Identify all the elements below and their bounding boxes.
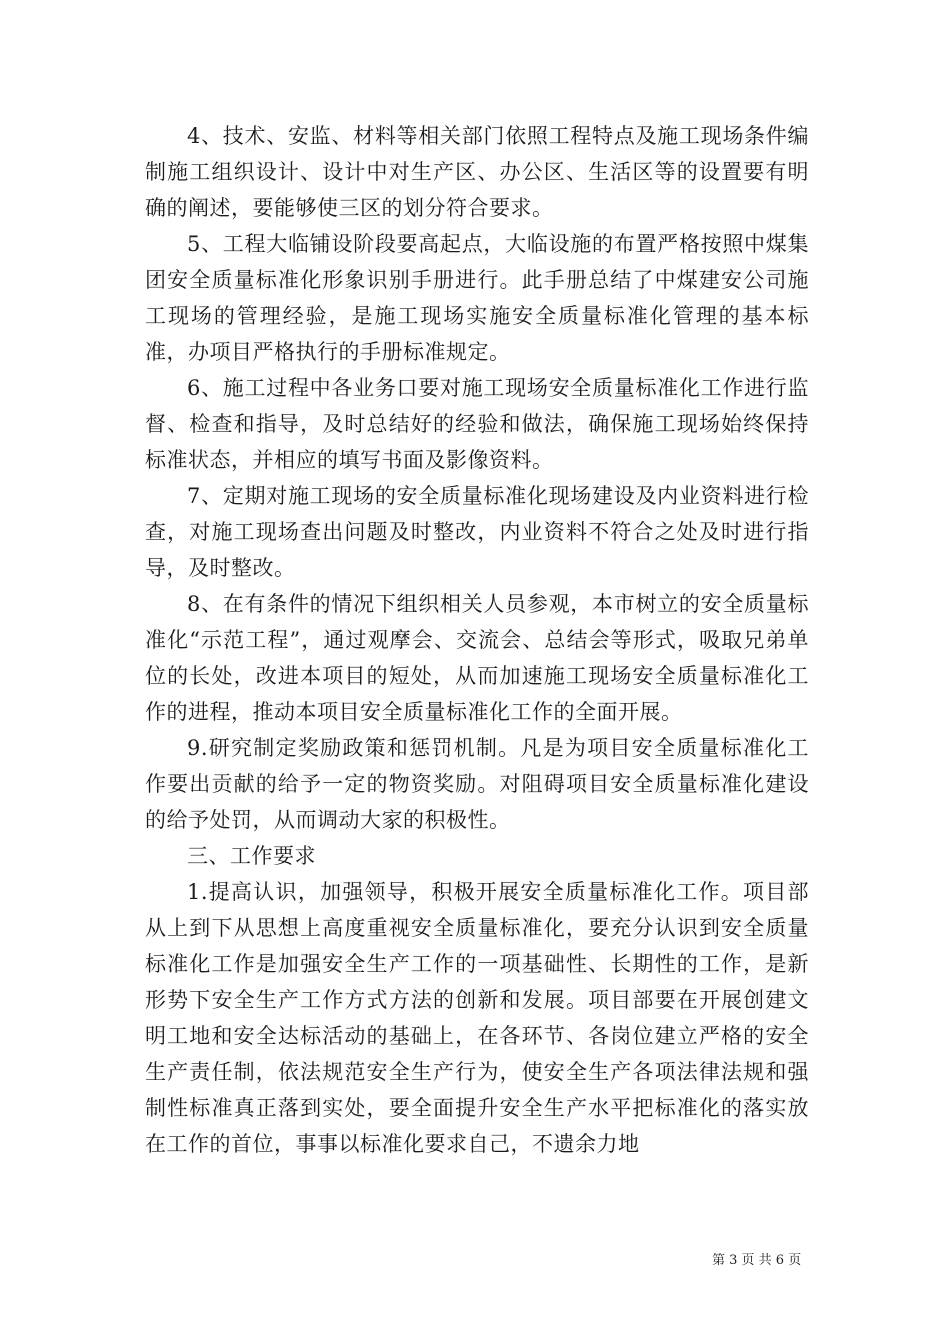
page-number-footer: 第 3 页 共 6 页 <box>712 1253 802 1268</box>
section-heading-work-requirements: 三、工作要求 <box>187 844 316 868</box>
paragraph-item-9: 9.研究制定奖励政策和惩罚机制。凡是为项目安全质量标准化工作要出贡献的给予一定的物资奖励。对阻碍项目安全质量标准化建设的给予处罚，从而调动大家的积极性。 <box>145 736 809 832</box>
paragraph-item-7: 7、定期对施工现场的安全质量标准化现场建设及内业资料进行检查，对施工现场查出问题及时整改，内业资料不符合之处及时进行指导，及时整改。 <box>145 484 809 580</box>
document-body <box>145 118 809 1162</box>
paragraph-item-4: 4、技术、安监、材料等相关部门依照工程特点及施工现场条件编制施工组织设计、设计中对生产区、办公区、生活区等的设置要有明确的阐述，要能够使三区的划分符合要求。 <box>145 124 809 220</box>
paragraph-requirement-1: 1.提高认识，加强领导，积极开展安全质量标准化工作。项目部从上到下从思想上高度重视安全质量标准化，要充分认识到安全质量标准化工作是加强安全生产工作的一项基础性、长期性的工作，是新形势下安全生产工作方式方法的创新和发展。项目部要在开展创建文明工地和安全达标活动的基础上，在各环节、各岗位建立严格的安全生产责任制，依法规范安全生产行为，使安全生产各项法律法规和强制性标准真正落到实处，要全面提升安全生产水平把标准化的落实放在工作的首位，事事以标准化要求自己，不遗余力地 <box>145 880 809 1156</box>
paragraph-item-8: 8、在有条件的情况下组织相关人员参观，本市树立的安全质量标准化“示范工程”，通过观摩会、交流会、总结会等形式，吸取兄弟单位的长处，改进本项目的短处，从而加速施工现场安全质量标准化工作的进程，推动本项目安全质量标准化工作的全面开展。 <box>145 592 809 724</box>
paragraph-item-5: 5、工程大临铺设阶段要高起点，大临设施的布置严格按照中煤集团安全质量标准化形象识别手册进行。此手册总结了中煤建安公司施工现场的管理经验，是施工现场实施安全质量标准化管理的基本标准，办项目严格执行的手册标准规定。 <box>145 232 809 364</box>
paragraph-item-6: 6、施工过程中各业务口要对施工现场安全质量标准化工作进行监督、检查和指导，及时总结好的经验和做法，确保施工现场始终保持标准状态，并相应的填写书面及影像资料。 <box>145 376 809 472</box>
